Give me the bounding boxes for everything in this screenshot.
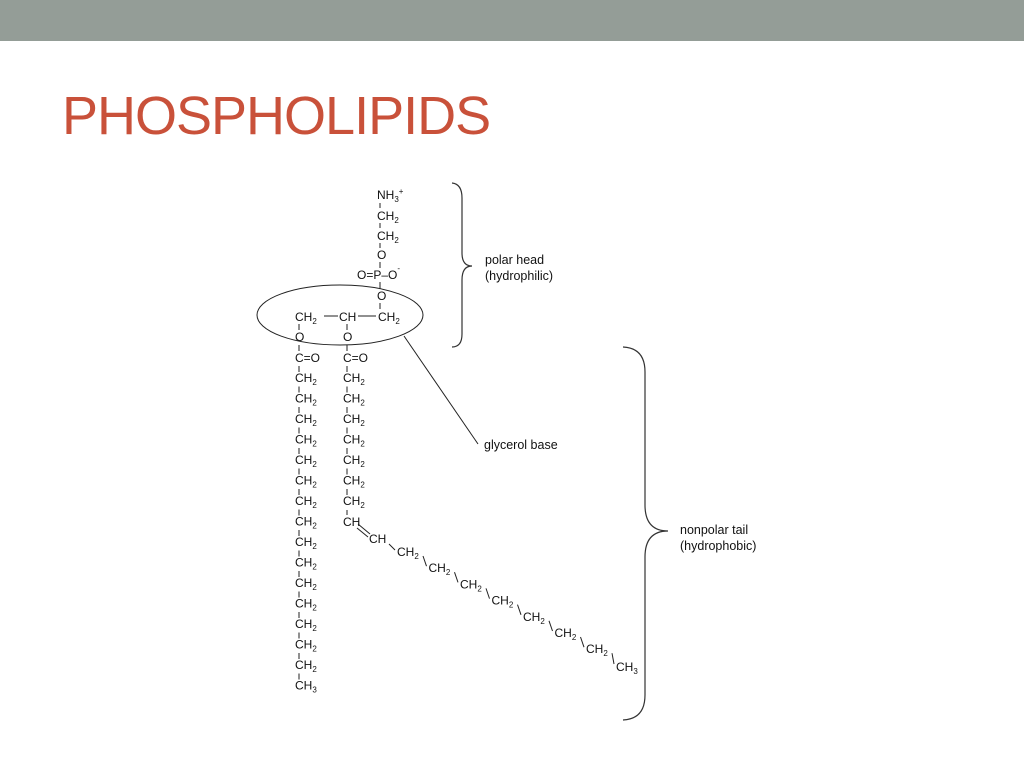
chain1-ch2-13: $CH_2$	[295, 637, 317, 654]
slide-title: PHOSPHOLIPIDS	[62, 86, 491, 146]
chain1-ch2-8: $CH_2$	[295, 535, 317, 551]
glycerol-base-label: glycerol base	[484, 438, 558, 452]
chain1-ch2-9: $CH_2$	[295, 555, 317, 572]
chain1-ch2-14: $CH_2$	[295, 658, 317, 674]
head-ch2-upper: $CH_2$	[377, 209, 399, 225]
phosphate-link-oxygen: O	[377, 289, 387, 303]
chain2-double-bond-ch: CH	[343, 515, 361, 529]
glycerol-pointer-line	[404, 336, 478, 444]
chain2-diagonal-bond-2	[455, 572, 459, 582]
chain2-second-ch: CH	[369, 532, 387, 546]
chain2-diagonal-bond-0	[389, 544, 395, 550]
chain2-terminal-ch3: $CH_3$	[616, 660, 638, 676]
head-ch2-lower: $CH_2$	[377, 229, 399, 245]
chain2-ch2-2: $CH_2$	[343, 412, 365, 428]
chain2-diagonal-ch2-2: $CH_2$	[460, 577, 482, 594]
chain1-oxygen: O	[295, 330, 305, 344]
chain2-ch2-1: $CH_2$	[343, 391, 365, 408]
chain2-carbonyl: C=O	[343, 351, 369, 365]
chain1-ch2-11: $CH_2$	[295, 596, 317, 613]
chain2-ch2-0: $CH_2$	[343, 371, 365, 387]
chain1-ch2-5: $CH_2$	[295, 473, 317, 490]
chain2-terminal-bond	[612, 653, 614, 664]
chain2-diagonal-ch2-3: $CH_2$	[491, 593, 514, 610]
annotation-layer	[257, 183, 756, 720]
chain2-diagonal-bond-1	[423, 556, 427, 566]
chain2-diagonal-ch2-4: $CH_2$	[523, 609, 545, 626]
polar-head-note: (hydrophilic)	[485, 269, 554, 283]
amine-group: $NH_3^+$	[377, 187, 404, 204]
chain2-diagonal-ch2-0: $CH_2$	[397, 545, 419, 561]
chain1-ch2-10: $CH_2$	[295, 576, 317, 592]
glycerol-middle-ch: CH	[339, 310, 357, 324]
chain2-diagonal-bond-4	[518, 605, 522, 615]
chain2-double-bond-line-b	[357, 528, 368, 537]
chain1-ch2-0: $CH_2$	[295, 371, 317, 387]
chain2-diagonal-bond-6	[581, 637, 585, 647]
chain2-diagonal-ch2-1: $CH_2$	[428, 561, 451, 578]
chain2-ch2-3: $CH_2$	[343, 432, 365, 449]
chain2-ch2-5: $CH_2$	[343, 473, 365, 490]
head-ester-oxygen: O	[377, 248, 387, 262]
chain1-ch2-7: $CH_2$	[295, 514, 317, 531]
chain1-terminal-ch3: $CH_3$	[295, 678, 317, 695]
nonpolar-tail-label: nonpolar tail	[680, 523, 749, 537]
polar-head-label: polar head	[485, 253, 545, 267]
chain2-diagonal-bond-3	[486, 588, 490, 598]
chain2-oxygen: O	[343, 330, 353, 344]
phosphate-group: O=P–O-	[357, 264, 401, 282]
chain1-ch2-3: $CH_2$	[295, 432, 317, 449]
chain2-diagonal-ch2-5: $CH_2$	[554, 626, 577, 642]
glycerol-right-ch2: $CH_2$	[378, 310, 400, 326]
chain1-ch2-6: $CH_2$	[295, 494, 317, 510]
chain1-ch2-2: $CH_2$	[295, 412, 317, 428]
chain1-ch2-12: $CH_2$	[295, 617, 317, 633]
chain1-ch2-4: $CH_2$	[295, 453, 317, 469]
nonpolar-tail-note: (hydrophobic)	[680, 539, 757, 553]
chain2-ch2-4: $CH_2$	[343, 453, 365, 469]
chain1-carbonyl: C=O	[295, 351, 321, 365]
chain1-ch2-1: $CH_2$	[295, 391, 317, 408]
chain2-diagonal-bond-5	[549, 621, 553, 631]
chain2-diagonal-ch2-6: $CH_2$	[586, 642, 608, 659]
formula-layer	[295, 187, 638, 695]
glycerol-left-ch2: $CH_2$	[295, 310, 317, 326]
polar-head-brace	[452, 183, 472, 347]
chain2-ch2-6: $CH_2$	[343, 494, 365, 510]
